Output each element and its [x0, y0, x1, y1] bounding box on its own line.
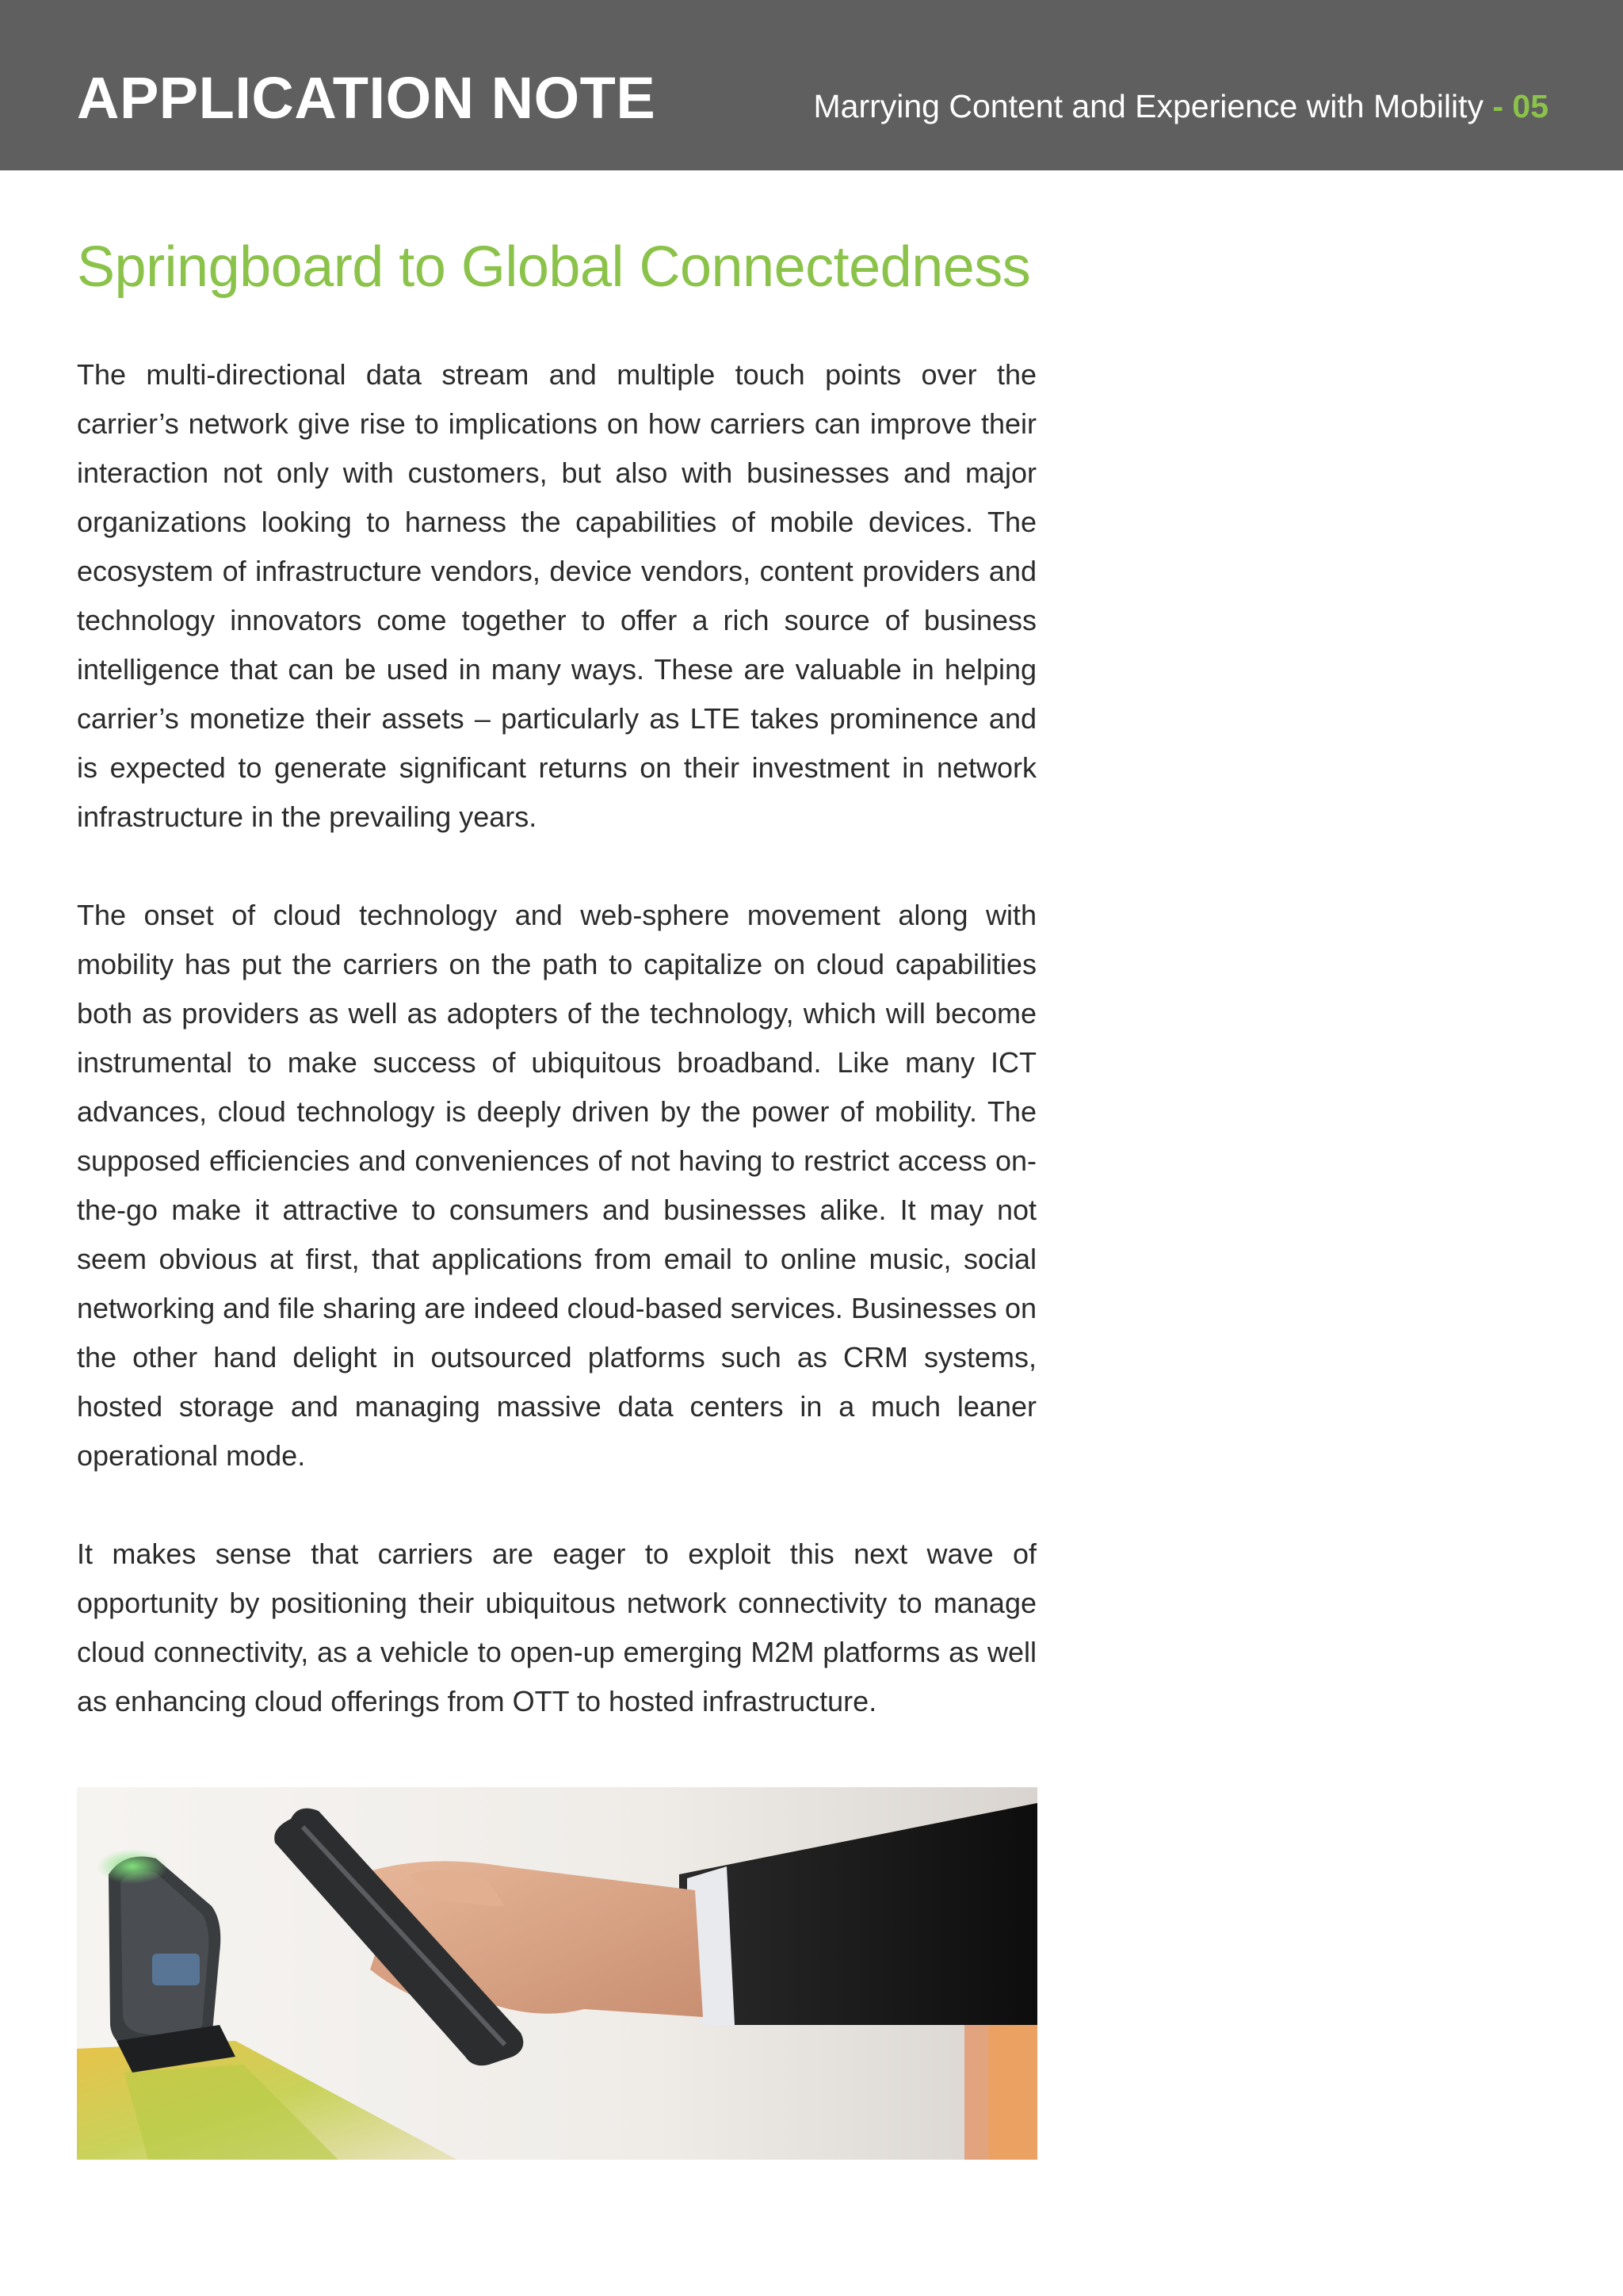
header-separator: -: [1483, 88, 1513, 124]
header-bar: [0, 0, 1623, 170]
section-heading: Springboard to Global Connectedness: [77, 235, 1031, 299]
paragraph: It makes sense that carriers are eager to exploit this next wave of opportunity by positioning their ubiquitous network connectivity to manage cloud connectivity, as a vehicle to open-up emerging M2M platforms as well as enhancing cloud offerings from OTT to hosted infrastructure.: [77, 1538, 1037, 1717]
paragraph: The onset of cloud technology and web-sphere movement along with mobility has put the carriers on the path to capitalize on cloud capabilities both as providers as well as adopters of the technology, which will become instrumental to make success of ubiquitous broadband. Like many ICT advances, cloud technology is deeply driven by the power of mobility. The supposed efficiencies and conveniences of not having to restrict access on-the-go make it attractive to consumers and businesses alike. It may not seem obvious at first, that applications from email to online music, social networking and file sharing are indeed cloud-based services. Businesses on the other hand delight in outsourced platforms such as CRM systems, hosted storage and managing massive data centers in a much leaner operational mode.: [77, 899, 1037, 1472]
nfc-payment-photo: [77, 1787, 1037, 2160]
document-type-title: APPLICATION NOTE: [77, 65, 656, 131]
header-subtitle-group: [814, 84, 1549, 128]
document-subtitle: Marrying Content and Experience with Mobility: [813, 88, 1484, 124]
page-number: 05: [1512, 88, 1549, 124]
body-text: [77, 350, 1037, 1775]
paragraph: The multi-directional data stream and multiple touch points over the carrier’s network give rise to implications on how carriers can improve their interaction not only with customers, but also with businesses and major organizations looking to harness the capabilities of mobile devices. The ecosystem of infrastructure vendors, device vendors, content providers and technology innovators come together to offer a rich source of business intelligence that can be used in many ways. These are valuable in helping carrier’s monetize their assets – particularly as LTE takes prominence and is expected to generate significant returns on their investment in network infrastructure in the prevailing years.: [77, 358, 1037, 833]
